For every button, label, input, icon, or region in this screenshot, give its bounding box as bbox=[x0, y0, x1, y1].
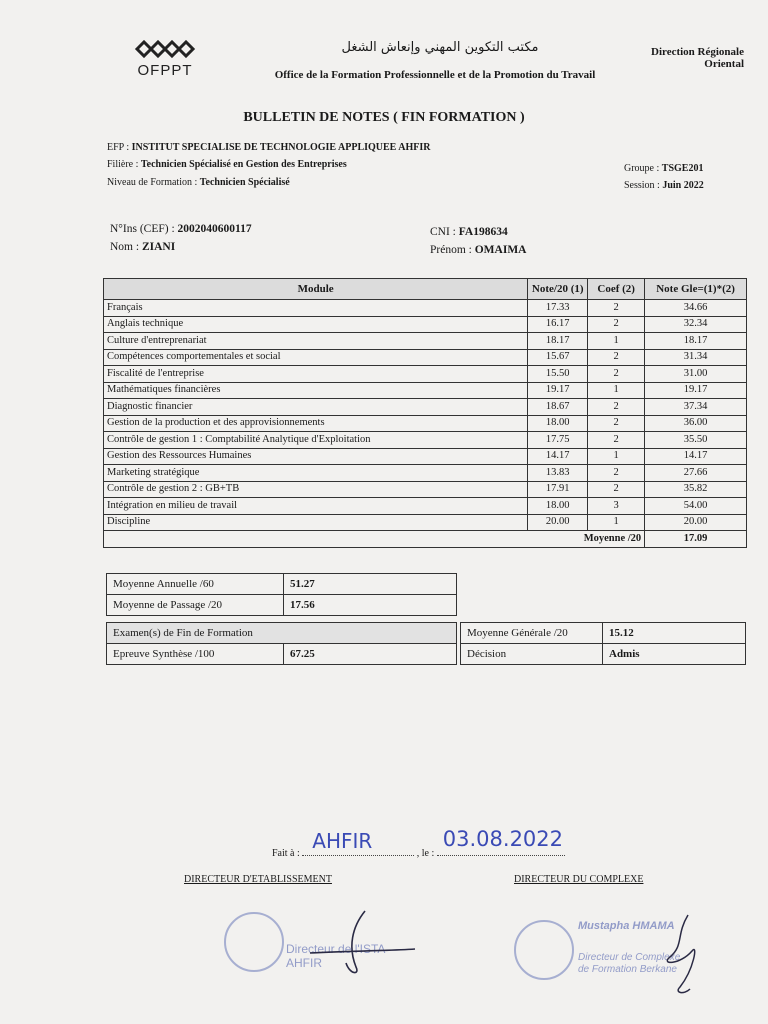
cni-label: CNI : bbox=[430, 226, 456, 238]
grade-row bbox=[104, 300, 747, 317]
col-coef: Coef (2) bbox=[588, 279, 645, 300]
generale-row bbox=[461, 623, 746, 644]
office-title: Office de la Formation Professionnelle et de la Promotion du Travail bbox=[274, 69, 596, 81]
director-etablissement: DIRECTEUR D'ETABLISSEMENT bbox=[184, 874, 332, 885]
director-signature-1 bbox=[290, 905, 420, 980]
decision-value: Admis bbox=[603, 644, 746, 665]
grade-row bbox=[104, 316, 747, 333]
coef-value: 2 bbox=[588, 316, 645, 333]
note-gle-value: 36.00 bbox=[645, 415, 747, 432]
note-value: 17.33 bbox=[528, 300, 588, 317]
ofppt-logo bbox=[120, 38, 210, 79]
note-value: 15.67 bbox=[528, 349, 588, 366]
coef-value: 2 bbox=[588, 366, 645, 383]
synthese-label: Epreuve Synthèse /100 bbox=[107, 644, 284, 665]
establishment-stamp bbox=[224, 912, 284, 972]
session-value: Juin 2022 bbox=[662, 180, 704, 191]
note-gle-value: 18.17 bbox=[645, 333, 747, 350]
module-name: Discipline bbox=[104, 514, 528, 531]
ofppt-logo-icon bbox=[133, 38, 197, 60]
generale-label: Moyenne Générale /20 bbox=[461, 623, 603, 644]
session-label: Session : bbox=[624, 180, 660, 191]
decision-label: Décision bbox=[461, 644, 603, 665]
module-name: Français bbox=[104, 300, 528, 317]
fait-value: AHFIR bbox=[312, 829, 373, 853]
note-gle-value: 19.17 bbox=[645, 382, 747, 399]
nom-label: Nom : bbox=[110, 241, 140, 253]
module-name: Diagnostic financier bbox=[104, 399, 528, 416]
grades-header-row bbox=[104, 279, 747, 300]
module-name: Gestion des Ressources Humaines bbox=[104, 448, 528, 465]
direction-line2: Oriental bbox=[704, 58, 744, 70]
ins-value: 2002040600117 bbox=[177, 223, 252, 235]
note-gle-value: 54.00 bbox=[645, 498, 747, 515]
groupe-label: Groupe : bbox=[624, 163, 660, 174]
prenom-value: OMAIMA bbox=[474, 244, 527, 256]
col-note: Note/20 (1) bbox=[528, 279, 588, 300]
module-name: Gestion de la production et des approvisionnements bbox=[104, 415, 528, 432]
note-value: 18.00 bbox=[528, 498, 588, 515]
note-gle-value: 31.00 bbox=[645, 366, 747, 383]
note-gle-value: 37.34 bbox=[645, 399, 747, 416]
stamp2-line1: Directeur de Complexe bbox=[578, 952, 681, 963]
note-gle-value: 27.66 bbox=[645, 465, 747, 482]
note-value: 20.00 bbox=[528, 514, 588, 531]
niveau-label: Niveau de Formation : bbox=[107, 177, 198, 188]
nom-value: ZIANI bbox=[141, 241, 176, 253]
page-title: BULLETIN DE NOTES ( FIN FORMATION ) bbox=[243, 110, 525, 125]
niveau-value: Technicien Spécialisé bbox=[199, 177, 290, 188]
coef-value: 1 bbox=[588, 514, 645, 531]
moyenne-label: Moyenne /20 bbox=[528, 531, 645, 548]
direction-regionale bbox=[651, 46, 744, 70]
groupe-value: TSGE201 bbox=[661, 163, 704, 174]
grade-row bbox=[104, 382, 747, 399]
ins-line bbox=[110, 223, 252, 235]
note-gle-value: 34.66 bbox=[645, 300, 747, 317]
note-value: 15.50 bbox=[528, 366, 588, 383]
efp-line bbox=[107, 142, 431, 153]
col-note-gle: Note Gle=(1)*(2) bbox=[645, 279, 747, 300]
grade-row bbox=[104, 465, 747, 482]
note-value: 17.75 bbox=[528, 432, 588, 449]
coef-value: 1 bbox=[588, 382, 645, 399]
exam-table bbox=[106, 622, 457, 665]
synthese-value: 67.25 bbox=[284, 644, 457, 665]
decision-row bbox=[461, 644, 746, 665]
grade-row bbox=[104, 514, 747, 531]
module-name: Contrôle de gestion 2 : GB+TB bbox=[104, 481, 528, 498]
coef-value: 2 bbox=[588, 465, 645, 482]
module-name: Fiscalité de l'entreprise bbox=[104, 366, 528, 383]
module-name: Mathématiques financières bbox=[104, 382, 528, 399]
col-module: Module bbox=[104, 279, 528, 300]
stamp2-name: Mustapha HMAMA bbox=[578, 920, 675, 932]
coef-value: 2 bbox=[588, 415, 645, 432]
coef-value: 1 bbox=[588, 448, 645, 465]
note-value: 13.83 bbox=[528, 465, 588, 482]
passage-row bbox=[107, 595, 457, 616]
examens-label: Examen(s) de Fin de Formation bbox=[107, 623, 457, 644]
le-value: 03.08.2022 bbox=[442, 827, 564, 851]
note-gle-value: 35.50 bbox=[645, 432, 747, 449]
logo-text: OFPPT bbox=[137, 62, 193, 79]
grade-row bbox=[104, 333, 747, 350]
groupe-line bbox=[624, 163, 703, 174]
arabic-title: مكتب التكوين المهني وإنعاش الشغل bbox=[341, 40, 539, 55]
annuelle-label: Moyenne Annuelle /60 bbox=[107, 574, 284, 595]
note-gle-value: 20.00 bbox=[645, 514, 747, 531]
ins-label: N°Ins (CEF) : bbox=[110, 223, 175, 235]
direction-line1: Direction Régionale bbox=[651, 46, 744, 58]
grade-row bbox=[104, 481, 747, 498]
passage-value: 17.56 bbox=[284, 595, 457, 616]
le-label: , le : bbox=[416, 848, 435, 859]
coef-value: 1 bbox=[588, 333, 645, 350]
stamp1-text: Directeur de l'ISTA AHFIR bbox=[286, 942, 385, 970]
coef-value: 2 bbox=[588, 349, 645, 366]
module-name: Marketing stratégique bbox=[104, 465, 528, 482]
module-name: Compétences comportementales et social bbox=[104, 349, 528, 366]
fait-line bbox=[272, 827, 612, 859]
module-name: Intégration en milieu de travail bbox=[104, 498, 528, 515]
moyenne-value: 17.09 bbox=[645, 531, 747, 548]
grade-row bbox=[104, 349, 747, 366]
grade-row bbox=[104, 448, 747, 465]
note-value: 18.00 bbox=[528, 415, 588, 432]
note-value: 14.17 bbox=[528, 448, 588, 465]
grade-row bbox=[104, 432, 747, 449]
note-gle-value: 14.17 bbox=[645, 448, 747, 465]
note-value: 17.91 bbox=[528, 481, 588, 498]
decision-table bbox=[460, 622, 746, 665]
module-name: Culture d'entreprenariat bbox=[104, 333, 528, 350]
annuelle-value: 51.27 bbox=[284, 574, 457, 595]
grade-row bbox=[104, 399, 747, 416]
efp-value: INSTITUT SPECIALISE DE TECHNOLOGIE APPLIQUEE AHFIR bbox=[131, 142, 431, 153]
note-gle-value: 31.34 bbox=[645, 349, 747, 366]
grade-row bbox=[104, 415, 747, 432]
filiere-line bbox=[107, 159, 347, 170]
generale-value: 15.12 bbox=[603, 623, 746, 644]
note-value: 18.67 bbox=[528, 399, 588, 416]
nom-line bbox=[110, 241, 175, 253]
cni-value: FA198634 bbox=[458, 226, 508, 238]
grade-row bbox=[104, 498, 747, 515]
grade-row bbox=[104, 366, 747, 383]
module-name: Anglais technique bbox=[104, 316, 528, 333]
annual-summary-table bbox=[106, 573, 457, 616]
prenom-label: Prénom : bbox=[430, 244, 472, 256]
filiere-label: Filière : bbox=[107, 159, 139, 170]
module-name: Contrôle de gestion 1 : Comptabilité Analytique d'Exploitation bbox=[104, 432, 528, 449]
synthese-row bbox=[107, 644, 457, 665]
director-complexe: DIRECTEUR DU COMPLEXE bbox=[514, 874, 644, 885]
session-line bbox=[624, 180, 704, 191]
coef-value: 3 bbox=[588, 498, 645, 515]
note-value: 18.17 bbox=[528, 333, 588, 350]
note-gle-value: 32.34 bbox=[645, 316, 747, 333]
moyenne-row bbox=[104, 531, 747, 548]
note-gle-value: 35.82 bbox=[645, 481, 747, 498]
coef-value: 2 bbox=[588, 481, 645, 498]
prenom-line bbox=[430, 244, 526, 256]
note-value: 19.17 bbox=[528, 382, 588, 399]
note-value: 16.17 bbox=[528, 316, 588, 333]
coef-value: 2 bbox=[588, 432, 645, 449]
niveau-line bbox=[107, 177, 290, 188]
coef-value: 2 bbox=[588, 300, 645, 317]
passage-label: Moyenne de Passage /20 bbox=[107, 595, 284, 616]
director-signature-2 bbox=[640, 905, 720, 1000]
coef-value: 2 bbox=[588, 399, 645, 416]
examens-row bbox=[107, 623, 457, 644]
filiere-value: Technicien Spécialisé en Gestion des Entreprises bbox=[140, 159, 347, 170]
grades-table bbox=[103, 278, 747, 548]
stamp2-line2: de Formation Berkane bbox=[578, 964, 677, 975]
cni-line bbox=[430, 226, 508, 238]
annuelle-row bbox=[107, 574, 457, 595]
efp-label: EFP : bbox=[107, 142, 130, 153]
complexe-stamp bbox=[514, 920, 574, 980]
fait-label: Fait à : bbox=[272, 848, 300, 859]
